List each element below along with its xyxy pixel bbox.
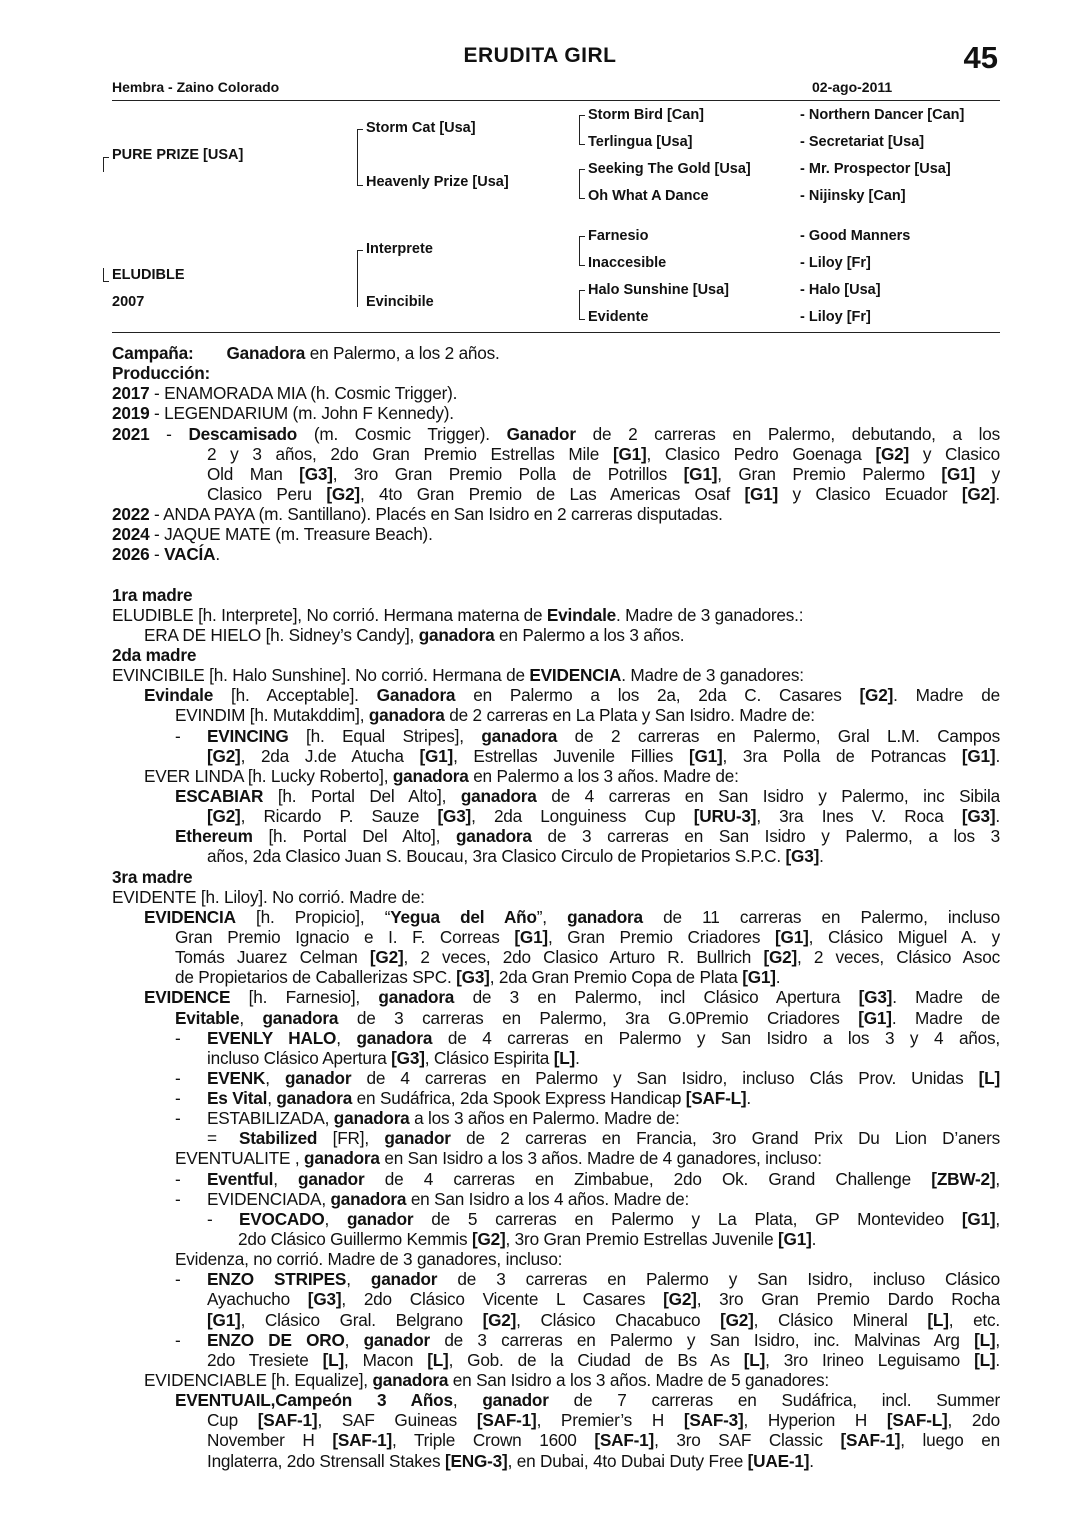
sex-color: Hembra - Zaino Colorado [112,79,280,95]
production-2021-cont: Old Man [G3], 3ro Gran Premio Polla de Potrillos [G1], Gran Premio Palermo [G1] y [207,463,1000,484]
second-dam-offspring: ESCABIAR [h. Portal Del Alto], ganadora de 4 carreras en San Isidro y Palermo, inc Sibila [175,785,1000,806]
dd-dam: Evidente [588,309,649,325]
second-dam-offspring: [G2], Ricardo P. Sauze [G3], 2da Longuiness Cup [URU-3], 3ra Ines V. Roca [G3]. [207,806,1000,827]
second-dam-offspring: EVER LINDA [h. Lucky Roberto], ganadora en Palermo a los 3 años. Madre de: [144,765,739,786]
third-dam-offspring: - Eventful, ganador de 4 carreras en Zimbabue, 2do Ok. Grand Challenge [ZBW-2], [175,1168,1000,1189]
second-dam-offspring: - EVINCING [h. Equal Stripes], ganadora de 2 carreras en Palermo, Gral L.M. Campos [175,725,1000,746]
bracket [357,250,363,307]
third-dam-offspring: incluso Clásico Apertura [G3], Clásico Espirita [L]. [207,1047,580,1068]
third-dam-offspring: de Propietarios de Caballerizas SPC. [G3], 2da Gran Premio Copa de Plata [G1]. [175,967,781,988]
pedigree-rule [112,332,1000,333]
third-dam-offspring: 2do Tresiete [L], Macon [L], Gob. de la Ciudad de Bs As [L], 3ro Irineo Leguisamo [L]. [207,1349,1000,1370]
third-dam-offspring: - ENZO DE ORO, ganador de 3 carreras en Palermo y San Isidro, inc. Malvinas Arg [L], [175,1329,1000,1350]
bracket [103,268,109,282]
production-2026: 2026 - VACÍA. [112,544,220,565]
third-dam-offspring: - ENZO STRIPES, ganador de 3 carreras en Palermo y San Isidro, incluso Clásico [175,1269,1000,1290]
bracket [579,236,585,266]
catalog-body [112,343,1000,1471]
gg-2: - Secretariat [Usa] [800,134,925,150]
third-dam-offspring: EVIDENCIA [h. Propicio], “Yegua del Año”, ganadora de 11 carreras en Palermo, incluso [144,906,1000,927]
third-dam-offspring: Evidenza, no corrió. Madre de 3 ganadores, incluso: [175,1249,563,1270]
second-dam-heading: 2da madre [112,644,197,665]
third-dam-line: EVIDENTE [h. Liloy]. No corrió. Madre de: [112,886,425,907]
third-dam-offspring: Ayachucho [G3], 2do Clásico Vicente L Casares [G2], 3ro Gran Premio Dardo Rocha [207,1289,1000,1310]
third-dam-offspring: Inglaterra, 2do Strensall Stakes [ENG-3], en Dubai, 4to Dubai Duty Free [UAE-1]. [207,1450,814,1471]
ds-sire: Farnesio [588,228,649,244]
first-dam-line: ELUDIBLE [h. Interprete], No corrió. Hermana materna de Evindale. Madre de 3 ganadores.: [112,604,804,625]
dam-year: 2007 [112,294,145,310]
bracket [579,290,585,320]
third-dam-offspring: - Es Vital, ganadora en Sudáfrica, 2da Spook Express Handicap [SAF-L]. [175,1088,751,1109]
production-2021-cont: 2 y 3 años, 2do Gran Premio Estrellas Mile [G1], Clasico Pedro Goenaga [G2] y Clasico [207,443,1000,464]
dd-sire: Halo Sunshine [Usa] [588,282,729,298]
gg-3: - Mr. Prospector [Usa] [800,161,951,177]
ss-dam: Terlingua [Usa] [588,134,693,150]
third-dam-offspring: - EVOCADO, ganador de 5 carreras en Palermo y La Plata, GP Montevideo [G1], [207,1208,1000,1229]
dam-dam: Evincibile [366,294,434,310]
sd-dam: Oh What A Dance [588,188,709,204]
second-dam-offspring: Ethereum [h. Portal Del Alto], ganadora de 3 carreras en San Isidro y Palermo, a los 3 [175,826,1000,847]
horse-name: ERUDITA GIRL [463,44,617,67]
production-2021: 2021 - Descamisado (m. Cosmic Trigger). Ganador de 2 carreras en Palermo, debutando, a los [112,423,1000,444]
second-dam-offspring: Evindale [h. Acceptable]. Ganadora en Palermo a los 2a, 2da C. Casares [G2]. Madre de [144,685,1000,706]
third-dam-offspring: EVIDENCIABLE [h. Equalize], ganadora en San Isidro a los 3 años. Madre de 5 ganadores: [144,1370,830,1391]
production-2021-cont: Clasico Peru [G2], 4to Gran Premio de Las Americas Osaf [G1] y Clasico Ecuador [G2]. [207,483,1000,504]
first-dam-offspring: ERA DE HIELO [h. Sidney’s Candy], ganadora en Palermo a los 3 años. [144,624,685,645]
third-dam-offspring: - EVENLY HALO, ganadora de 4 carreras en Palermo y San Isidro a los 3 y 4 años, [175,1027,1000,1048]
gg-6: - Liloy [Fr] [800,255,871,271]
first-dam-heading: 1ra madre [112,584,193,605]
production-2019: 2019 - LEGENDARIUM (m. John F Kennedy). [112,403,454,424]
bracket [103,157,109,172]
third-dam-offspring: Evitable, ganadora de 3 carreras en Palermo, 3ra G.0Premio Criadores [G1]. Madre de [175,1007,1000,1028]
birth-date: 02-ago-2011 [812,79,893,95]
third-dam-offspring: = Stabilized [FR], ganador de 2 carreras en Francia, 3ro Grand Prix Du Lion D’aners [207,1128,1000,1149]
second-dam-offspring: años, 2da Clasico Juan S. Boucau, 3ra Clasico Circulo de Propietarios S.P.C. [G3]. [207,846,824,867]
sire-dam: Heavenly Prize [Usa] [366,174,509,190]
third-dam-heading: 3ra madre [112,866,193,887]
gg-5: - Good Manners [800,228,911,244]
third-dam-offspring: [G1], Clásico Gral. Belgrano [G2], Clásico Chacabuco [G2], Clásico Mineral [L], etc. [207,1309,1000,1330]
production-2024: 2024 - JAQUE MATE (m. Treasure Beach). [112,524,433,545]
ds-dam: Inaccesible [588,255,667,271]
third-dam-offspring: 2do Clásico Guillermo Kemmis [G2], 3ro Gran Premio Estrellas Juvenile [G1]. [238,1229,817,1250]
third-dam-offspring: EVENTUAIL,Campeón 3 Años, ganador de 7 carreras en Sudáfrica, incl. Summer [175,1390,1000,1411]
third-dam-offspring: November H [SAF-1], Triple Crown 1600 [SAF-1], 3ro SAF Classic [SAF-1], luego en [207,1430,1000,1451]
third-dam-offspring: - ESTABILIZADA, ganadora a los 3 años en Palermo. Madre de: [175,1108,680,1129]
third-dam-offspring: Cup [SAF-1], SAF Guineas [SAF-1], Premier’s H [SAF-3], Hyperion H [SAF-L], 2do [207,1410,1000,1431]
gg-7: - Halo [Usa] [800,282,881,298]
production-2022: 2022 - ANDA PAYA (m. Santillano). Placés en San Isidro en 2 carreras disputadas. [112,504,723,525]
sd-sire: Seeking The Gold [Usa] [588,161,751,177]
production-heading: Producción: [112,363,211,384]
second-dam-offspring: EVINDIM [h. Mutakddim], ganadora de 2 carreras en La Plata y San Isidro. Madre de: [175,705,815,726]
dam: ELUDIBLE [112,267,185,283]
sire: PURE PRIZE [USA] [112,147,244,163]
ss-sire: Storm Bird [Can] [588,107,704,123]
third-dam-offspring: - EVIDENCIADA, ganadora en San Isidro a los 4 años. Madre de: [175,1188,690,1209]
dam-sire: Interprete [366,241,433,257]
bracket [579,169,585,199]
lot-number: 45 [963,40,998,75]
production-2017: 2017 - ENAMORADA MIA (h. Cosmic Trigger). [112,383,458,404]
second-dam-line: EVINCIBILE [h. Halo Sunshine]. No corrió. Hermana de EVIDENCIA. Madre de 3 ganadores: [112,665,804,686]
third-dam-offspring: EVENTUALITE , ganadora en San Isidro a los 3 años. Madre de 4 ganadores, incluso: [175,1148,822,1169]
third-dam-offspring: Gran Premio Ignacio e I. F. Correas [G1], Gran Premio Criadores [G1], Clásico Miguel A. y [175,926,1000,947]
third-dam-offspring: - EVENK, ganador de 4 carreras en Palermo y San Isidro, incluso Clás Prov. Unidas [L] [175,1067,1000,1088]
third-dam-offspring: Tomás Juarez Celman [G2], 2 veces, 2do Clasico Arturo R. Bullrich [G2], 2 veces, Clásico Asoc [175,947,1000,968]
campaign-line: Campaña: Ganadora en Palermo, a los 2 años. [112,343,500,363]
gg-1: - Northern Dancer [Can] [800,107,965,123]
second-dam-offspring: [G2], 2da J.de Atucha [G1], Estrellas Juvenile Fillies [G1], 3ra Polla de Potrancas [G1]. [207,745,1000,766]
gg-4: - Nijinsky [Can] [800,188,906,204]
bracket [579,115,585,145]
header-rule [112,100,1000,101]
gg-8: - Liloy [Fr] [800,309,871,325]
third-dam-offspring: EVIDENCE [h. Farnesio], ganadora de 3 en Palermo, incl Clásico Apertura [G3]. Madre de [144,987,1000,1008]
sire-sire: Storm Cat [Usa] [366,120,476,136]
